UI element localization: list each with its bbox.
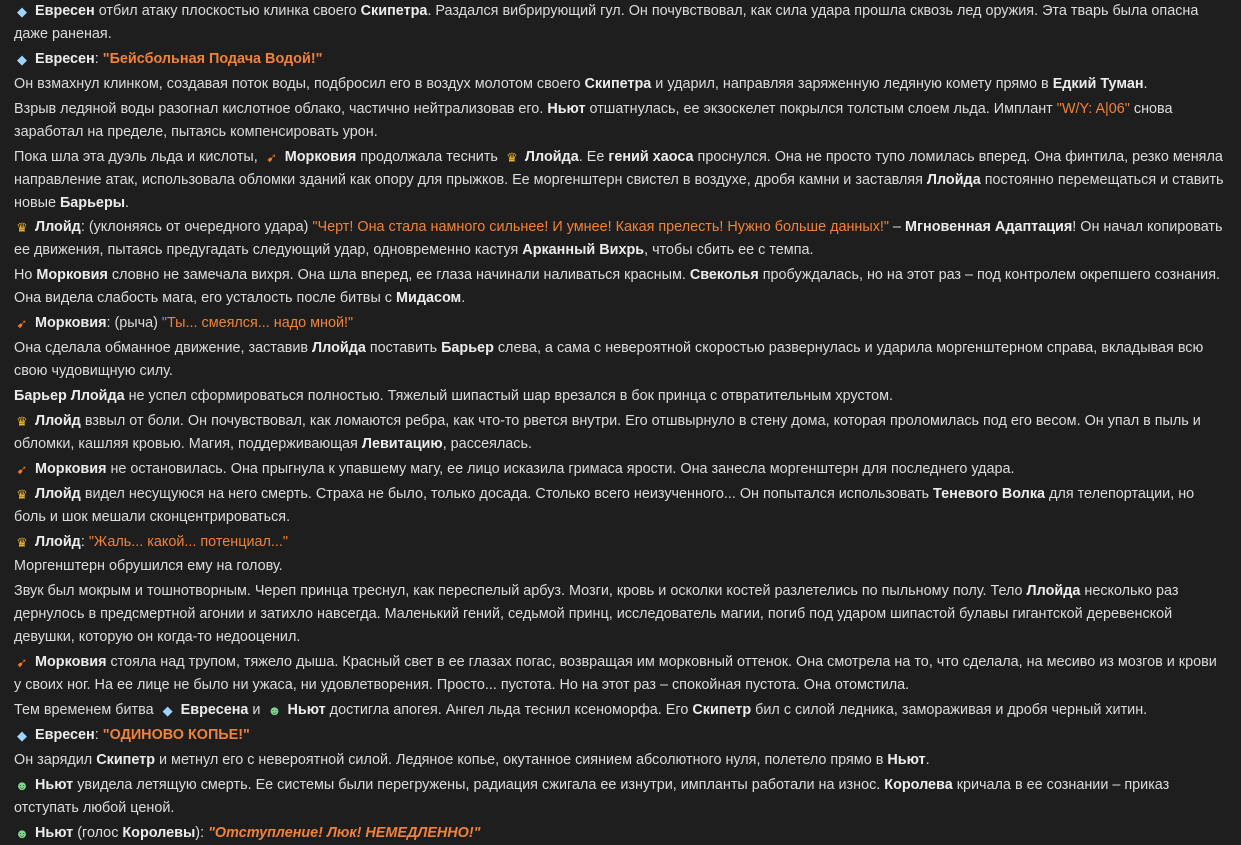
bold-name: Арканный Вихрь — [522, 242, 645, 259]
bold-name: Скипетра — [584, 75, 652, 92]
bold-name: Ллойд — [35, 412, 81, 429]
bold-name: Ньют — [287, 702, 326, 719]
narration-text: слева, а сама с невероятной скоростью развернулась и ударила моргенштерном справа, вкладывая всю свою чудовищную силу. — [14, 340, 1204, 380]
narration-text: снова заработал на пределе, пытаясь компенсировать урон. — [14, 100, 1173, 140]
narration-text: Он зарядил — [14, 751, 97, 768]
bold-name: Ллойд — [35, 485, 81, 502]
quote-text: "Черт! Она стала намного сильнее! И умнее! Какая прелесть! Нужно больше данных!" — [312, 219, 890, 236]
story-log — [14, 0, 1226, 845]
quote-text: "Ты... смеялся... надо мной!" — [161, 315, 354, 332]
spell-shout: "ОДИНОВО КОПЬЕ!" — [102, 727, 250, 744]
narration-text: : (уклоняясь от очередного удара) — [80, 219, 313, 236]
bold-name: Ньют — [547, 100, 586, 117]
story-paragraph — [14, 651, 1226, 697]
narration-text: ): — [195, 824, 209, 841]
alien-icon: ☻ — [15, 825, 29, 841]
story-paragraph — [14, 73, 1226, 96]
narration-text: . Раздался вибрирующий гул. Он почувствовал, как сила удара прошла сквозь лед оружия. Эта тварь была опасна даже раненая. — [14, 3, 1199, 42]
quote-text: "Жаль... какой... потенциал..." — [88, 533, 289, 550]
narration-text: видел несущуюся на него смерть. Страха не было, только досада. Столько всего неизученного... Он попытался использовать — [80, 485, 934, 502]
bold-name: Скипетр — [692, 702, 752, 719]
narration-text: : — [80, 533, 89, 550]
narration-text: . — [461, 290, 466, 307]
bold-name: Евресен — [35, 727, 95, 744]
narration-text: ! Он начал копировать ее движения, пытаясь предугадать следующий удар, одновременно кастуя — [14, 219, 1223, 259]
story-paragraph — [14, 48, 1226, 71]
narration-text: для телепортации, но боль и шок мешали сконцентрироваться. — [14, 485, 1195, 525]
bold-name: Скипетр — [96, 751, 156, 768]
crown-icon: ♛ — [506, 149, 518, 165]
bold-name: Королева — [884, 776, 953, 793]
narration-text: не успел сформироваться полностью. Тяжелый шипастый шар врезался в бок принца с отвратительным хрустом. — [124, 388, 894, 405]
story-paragraph — [14, 98, 1226, 144]
narration-text: (голос — [73, 824, 123, 841]
bold-name: Евресена — [180, 702, 249, 719]
crown-icon: ♛ — [16, 534, 28, 550]
crown-icon: ♛ — [16, 486, 28, 502]
bold-name: Скипетра — [360, 3, 428, 19]
story-paragraph — [14, 699, 1226, 722]
alien-icon: ☻ — [15, 777, 29, 793]
story-paragraph — [14, 216, 1226, 262]
narration-text: , чтобы сбить ее с темпа. — [644, 242, 814, 259]
story-paragraph — [14, 146, 1226, 215]
story-paragraph — [14, 458, 1226, 481]
story-paragraph — [14, 483, 1226, 529]
narration-text: Она сделала обманное движение, заставив — [14, 340, 313, 357]
bold-name: Морковия — [284, 148, 357, 165]
bold-name: гений хаоса — [608, 148, 694, 165]
narration-text: , рассеялась. — [442, 435, 532, 452]
bold-name: Морковия — [36, 267, 108, 284]
alien-icon: ☻ — [267, 703, 282, 719]
bold-name: Едкий Туман — [1052, 75, 1144, 92]
story-paragraph — [14, 385, 1226, 408]
narration-text: отбил атаку плоскостью клинка своего — [94, 3, 361, 19]
narration-text: – — [889, 219, 906, 236]
narration-text: Пока шла эта дуэль льда и кислоты, — [14, 148, 258, 165]
carrot-icon: ➹ — [16, 316, 28, 332]
narration-text: . — [1143, 75, 1148, 92]
ice-cube-icon: ◆ — [162, 703, 173, 719]
story-paragraph — [14, 724, 1226, 747]
quote-text: "W/Y: A|06" — [1056, 100, 1130, 117]
bold-name: Ллойд — [35, 533, 81, 550]
narration-text: Он взмахнул клинком, создавая поток воды, подбросил его в воздух молотом своего — [14, 75, 585, 92]
narration-text: . — [925, 751, 930, 768]
bold-name: Ньют — [35, 776, 74, 793]
narration-text: : — [94, 727, 103, 744]
bold-name: Мгновенная Адаптация — [905, 219, 1073, 236]
bold-name: Морковия — [35, 654, 107, 671]
crown-icon: ♛ — [16, 413, 28, 429]
narration-text: Звук был мокрым и тошнотворным. Череп принца треснул, как переспелый арбуз. Мозги, кровь и осколки костей разлетелись по пыльному полу. Тело — [14, 583, 1027, 600]
narration-text: увидела летящую смерть. Ее системы были перегружены, радиация сжигала ее изнутри, импланты работали на износ. — [73, 776, 885, 793]
story-paragraph — [14, 580, 1226, 649]
narration-text: Взрыв ледяной воды разогнал кислотное облако, частично нейтрализовав его. — [14, 100, 548, 117]
bold-name: Ллойда — [524, 148, 579, 165]
narration-text: : (рыча) — [106, 315, 162, 332]
narration-text: . Ее — [578, 148, 609, 165]
story-paragraph — [14, 749, 1226, 772]
bold-name: Ньют — [887, 751, 926, 768]
narration-text: стояла над трупом, тяжело дыша. Красный свет в ее глазах погас, возвращая им морковный оттенок. Она смотрела на то, что сделала, на месиво из мозгов и крови у своих ног. На ее лице не было ни ужаса, ни удовлетворения. Просто... пустота. Но на этот раз – спокойная пустота. Она отомстила. — [14, 654, 1217, 694]
bold-name: Барьер — [441, 340, 494, 357]
narration-text: . — [125, 194, 130, 211]
narration-text: достигла апогея. Ангел льда теснил ксеноморфа. Его — [325, 702, 693, 719]
spell-shout: "Бейсбольная Подача Водой!" — [102, 50, 323, 67]
bold-name: Ньют — [35, 824, 74, 841]
crown-icon: ♛ — [16, 220, 28, 236]
story-paragraph — [14, 822, 1226, 845]
bold-name: Барьер Ллойда — [14, 388, 125, 405]
story-paragraph — [14, 410, 1226, 456]
ice-cube-icon: ◆ — [17, 51, 27, 67]
narration-text: пробуждалась, но на этот раз – под контролем окрепшего сознания. Она видела слабость мага, его усталость после битвы с — [14, 267, 1220, 307]
bold-name: Морковия — [35, 460, 107, 477]
story-paragraph — [14, 312, 1226, 335]
narration-text: : — [94, 50, 103, 67]
story-paragraph — [14, 337, 1226, 383]
carrot-icon: ➹ — [266, 149, 278, 165]
italic-shout: "Отступление! Люк! НЕМЕДЛЕННО!" — [208, 824, 481, 841]
narration-text: продолжала теснить — [356, 148, 498, 165]
narration-text: взвыл от боли. Он почувствовал, как ломаются ребра, как что-то рвется внутри. Его отшвырнуло в стену дома, которая проломилась под его весом. Он упал в пыль и обломки, кашляя кровью. Магия, поддерживающая — [14, 412, 1201, 452]
narration-text: проснулся. Она не просто тупо ломилась вперед. Она финтила, резко меняла направление атак, использовала обломки зданий как опору для прыжков. Ее моргенштерн свистел в воздухе, дробя камни и заставляя — [14, 148, 1223, 188]
carrot-icon: ➹ — [16, 461, 28, 477]
narration-text: и ударил, направляя заряженную ледяную комету прямо в — [651, 75, 1053, 92]
narration-text: Моргенштерн обрушился ему на голову. — [14, 558, 283, 575]
bold-name: Евресен — [35, 3, 95, 19]
narration-text: не остановилась. Она прыгнула к упавшему магу, ее лицо исказила гримаса ярости. Она занесла моргенштерн для последнего удара. — [106, 460, 1015, 477]
narration-text: поставить — [365, 340, 442, 357]
carrot-icon: ➹ — [16, 655, 28, 671]
bold-name: Барьеры — [59, 194, 126, 211]
bold-name: Евресен — [35, 50, 95, 67]
narration-text: несколько раз дернулось в предсмертной агонии и затихло навсегда. Маленький гений, седьмой принц, исследователь магии, погиб под ударом шипастой булавы гигантской деревенской девушки, которую он когда-то недооценил. — [14, 583, 1179, 646]
ice-cube-icon: ◆ — [17, 4, 27, 19]
narration-text: Тем временем битва — [14, 702, 154, 719]
bold-name: Мидасом — [395, 290, 462, 307]
bold-name: Ллойда — [926, 171, 981, 188]
story-paragraph — [14, 555, 1226, 578]
narration-text: словно не замечала вихря. Она шла вперед, ее глаза начинали наливаться красным. — [107, 267, 690, 284]
bold-name: Левитацию — [361, 435, 443, 452]
story-paragraph — [14, 264, 1226, 310]
bold-name: Морковия — [35, 315, 107, 332]
story-paragraph — [14, 774, 1226, 820]
bold-name: Ллойда — [312, 340, 366, 357]
narration-text: постоянно перемещаться и ставить новые — [14, 171, 1224, 211]
narration-text: Но — [14, 267, 37, 284]
bold-name: Ллойда — [1026, 583, 1081, 600]
narration-text: и — [248, 702, 261, 719]
bold-name: Свеколья — [689, 267, 759, 284]
ice-cube-icon: ◆ — [17, 728, 27, 744]
story-paragraph — [14, 0, 1226, 46]
narration-text: и метнул его с невероятной силой. Ледяное копье, окутанное сиянием абсолютного нуля, полетело прямо в — [155, 751, 888, 768]
narration-text: кричала в ее сознании – приказ отступать любой ценой. — [14, 776, 1170, 816]
narration-text: бил с силой ледника, замораживая и дробя черный хитин. — [751, 702, 1148, 719]
story-paragraph — [14, 531, 1226, 554]
narration-text: отшатнулась, ее экзоскелет покрылся толстым слоем льда. Имплант — [585, 100, 1057, 117]
bold-name: Ллойд — [35, 219, 81, 236]
bold-name: Королевы — [122, 824, 196, 841]
bold-name: Теневого Волка — [933, 485, 1046, 502]
